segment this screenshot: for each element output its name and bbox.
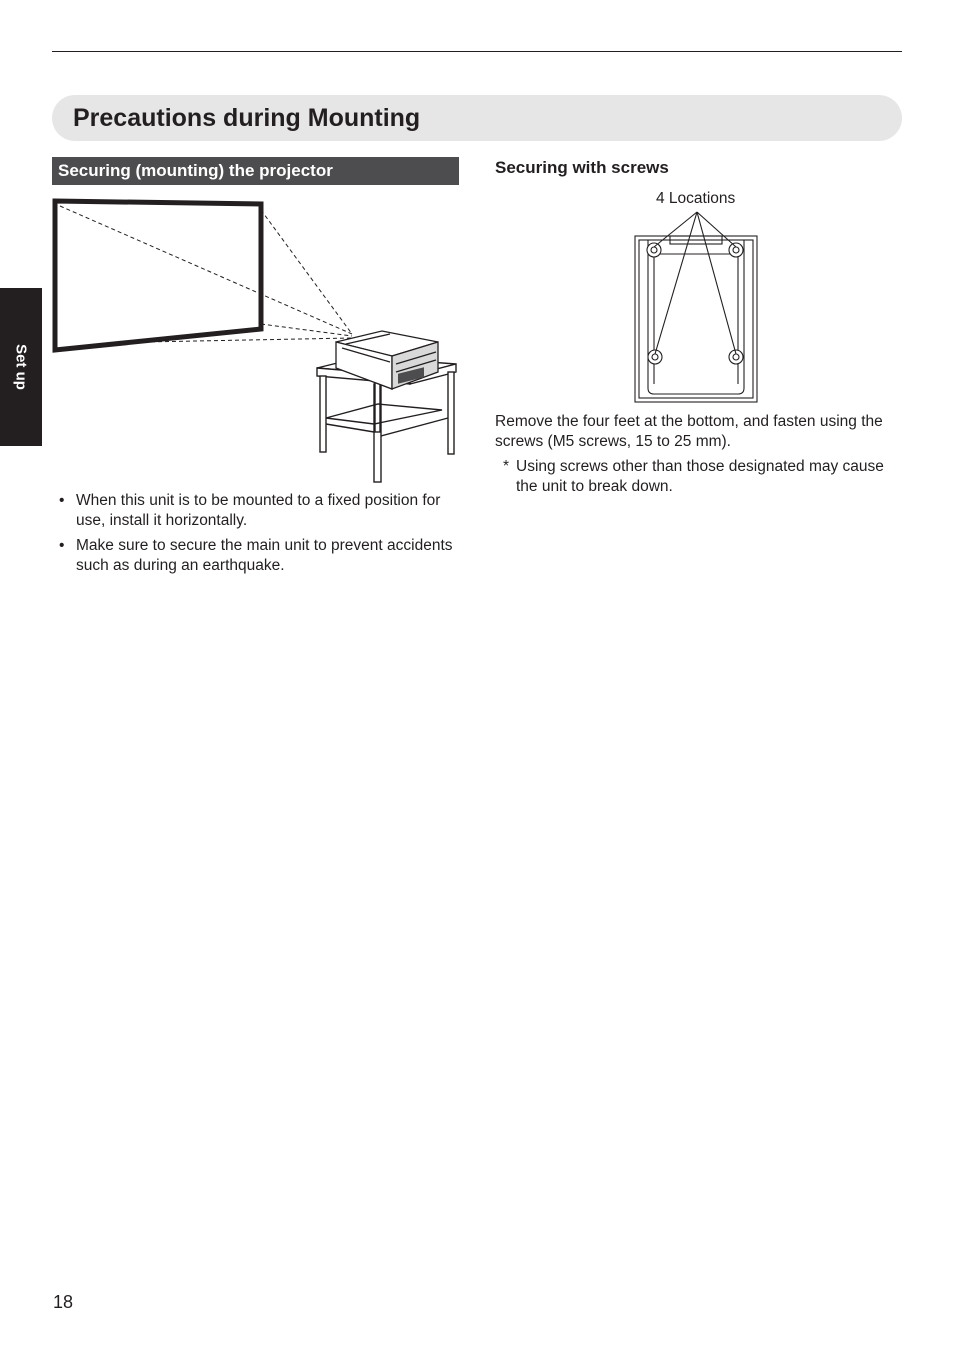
bullet-marker: •: [59, 537, 65, 554]
section-heading: Securing (mounting) the projector: [52, 157, 459, 185]
side-tab[interactable]: [0, 288, 42, 446]
projector-bottom-screws-illustration: [630, 210, 764, 404]
sub-heading: Securing with screws: [495, 158, 669, 177]
page-number: 18: [53, 1292, 74, 1312]
bullet-item: [58, 536, 463, 576]
projector-on-stand-illustration: [52, 192, 462, 484]
header-rule: [52, 51, 902, 52]
bullet-item: [58, 491, 463, 531]
bullet-text: When this unit is to be mounted to a fixed position for use, install it horizontally.: [76, 492, 441, 529]
note-text: Using screws other than those designated may cause the unit to break down.: [516, 458, 884, 495]
callout-label: 4 Locations: [656, 190, 736, 207]
note-marker: *: [503, 458, 510, 475]
bullet-list: [58, 491, 463, 581]
bullet-marker: •: [59, 492, 65, 509]
page-title: Precautions during Mounting: [73, 103, 421, 132]
side-tab-label: Set up: [12, 344, 30, 390]
instruction-paragraph: Remove the four feet at the bottom, and fasten using the screws (M5 screws, 15 to 25 mm).: [495, 413, 883, 450]
bullet-text: Make sure to secure the main unit to prevent accidents such as during an earthquake.: [76, 537, 453, 574]
title-bar: [52, 95, 902, 141]
caution-note: [495, 457, 905, 497]
